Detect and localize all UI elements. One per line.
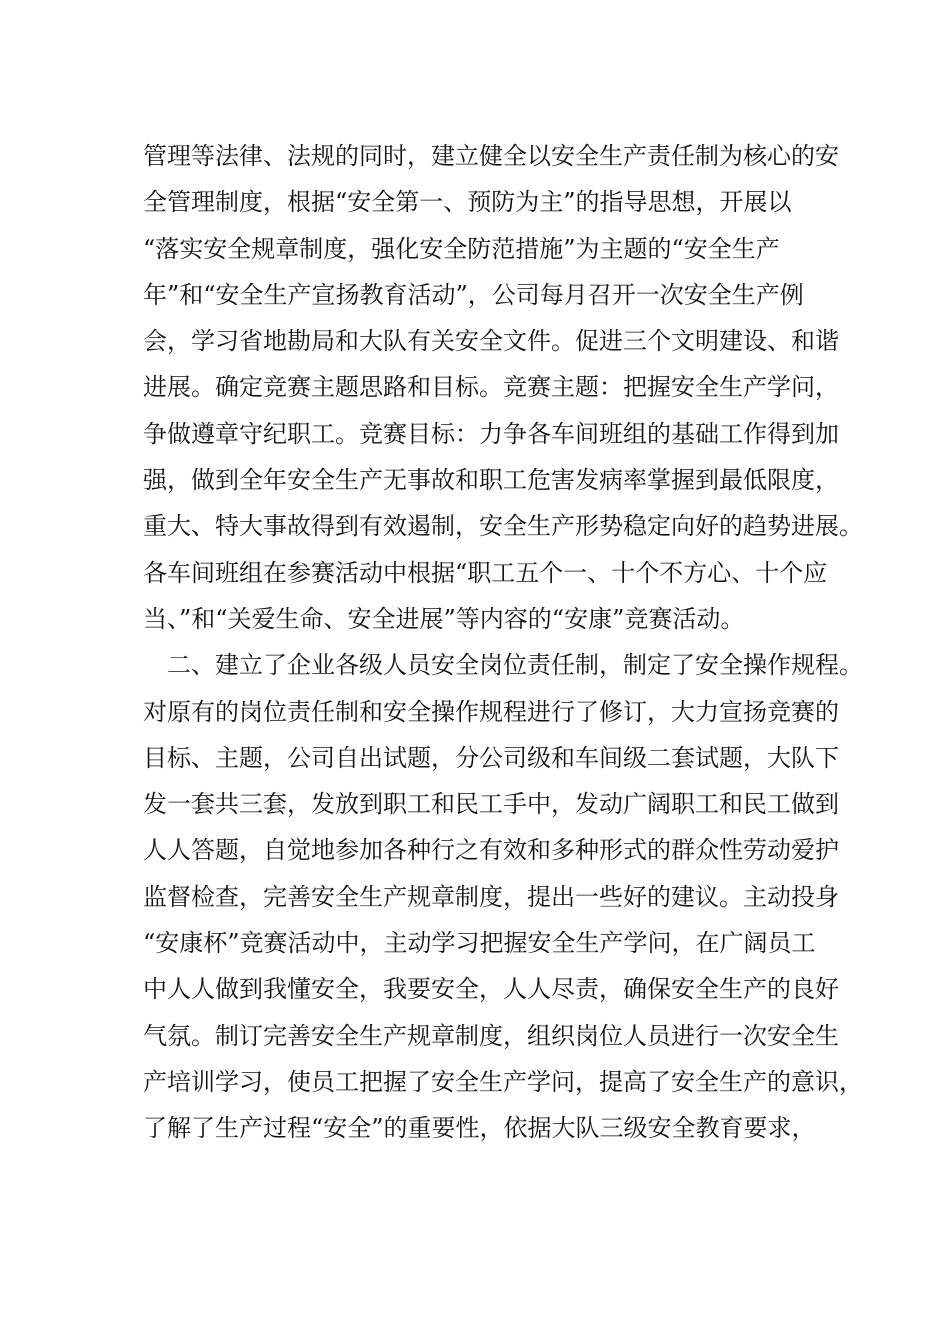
text-line: 气氛。制订完善安全生产规章制度，组织岗位人员进行一次安全生 (143, 1021, 839, 1050)
text-line: 发一套共三套，发放到职工和民工手中，发动广阔职工和民工做到 (143, 790, 839, 819)
text-line: 当、”和“关爱生命、安全进展”等内容的“安康”竞赛活动。 (143, 604, 745, 633)
text-line: 人人答题，自觉地参加各种行之有效和多种形式的群众性劳动爱护 (143, 836, 839, 865)
text-line: 年”和“安全生产宣扬教育活动”，公司每月召开一次安全生产例 (143, 280, 804, 309)
text-line: 全管理制度，根据“安全第一、预防为主”的指导思想，开展以 (143, 188, 792, 217)
text-line: 产培训学习，使员工把握了安全生产学问，提高了安全生产的意识， (143, 1067, 863, 1096)
text-line: “安康杯”竞赛活动中，主动学习把握安全生产学问，在广阔员工 (143, 929, 816, 958)
text-line: 监督检查，完善安全生产规章制度，提出一些好的建议。主动投身 (143, 882, 839, 911)
text-line: 重大、特大事故得到有效遏制，安全生产形势稳定向好的趋势进展。 (143, 512, 863, 541)
text-line: 了解了生产过程“安全”的重要性，依据大队三级安全教育要求， (143, 1114, 816, 1143)
text-line: 强，做到全年安全生产无事故和职工危害发病率掌握到最低限度， (143, 466, 839, 495)
text-line: 争做遵章守纪职工。竞赛目标：力争各车间班组的基础工作得到加 (143, 419, 839, 448)
text-line: 各车间班组在参赛活动中根据“职工五个一、十个不方心、十个应 (143, 558, 828, 587)
section-heading-line: 二、建立了企业各级人员安全岗位责任制，制定了安全操作规程。 (167, 651, 863, 680)
text-line: 管理等法律、法规的同时，建立健全以安全生产责任制为核心的安 (143, 142, 839, 170)
text-line: 目标、主题，公司自出试题，分公司级和车间级二套试题，大队下 (143, 743, 839, 772)
text-line: “落实安全规章制度，强化安全防范措施”为主题的“安全生产 (143, 234, 780, 263)
text-line: 会，学习省地勘局和大队有关安全文件。促进三个文明建设、和谐 (143, 327, 839, 356)
text-line: 对原有的岗位责任制和安全操作规程进行了修订，大力宣扬竞赛的 (143, 697, 839, 726)
text-line: 进展。确定竞赛主题思路和目标。竞赛主题：把握安全生产学问， (143, 373, 839, 402)
body-text (143, 133, 863, 1152)
text-line: 中人人做到我懂安全，我要安全，人人尽责，确保安全生产的良好 (143, 975, 839, 1004)
